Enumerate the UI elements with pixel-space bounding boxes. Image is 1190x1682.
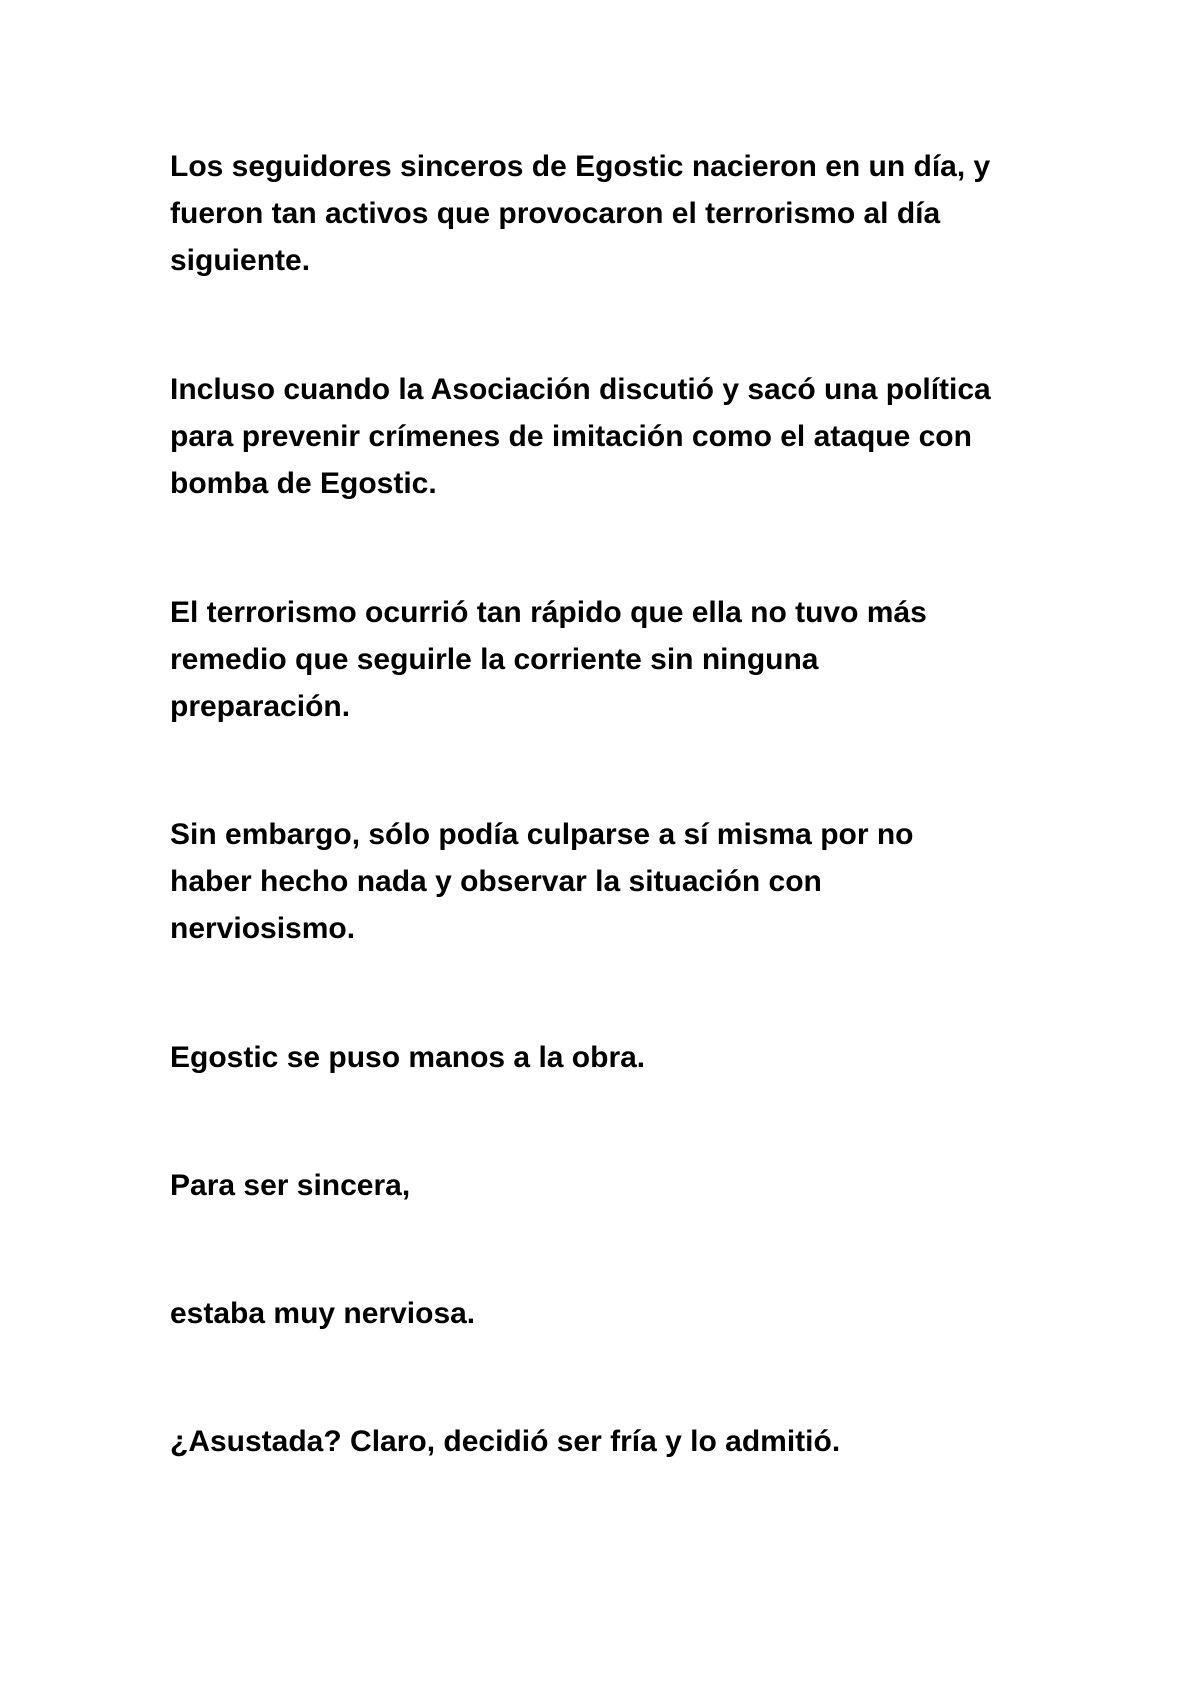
paragraph-5 bbox=[170, 1034, 1050, 1081]
paragraph-line: Egostic se puso manos a la obra. bbox=[170, 1041, 646, 1074]
paragraph-line: preparación. bbox=[170, 690, 351, 723]
paragraph-line: fueron tan activos que provocaron el terrorismo al día bbox=[170, 197, 941, 230]
paragraph-1 bbox=[170, 143, 1050, 284]
paragraph-line: ¿Asustada? Claro, decidió ser fría y lo admitió. bbox=[170, 1425, 841, 1458]
paragraph-line: Para ser sincera, bbox=[170, 1169, 411, 1202]
paragraph-line: estaba muy nerviosa. bbox=[170, 1297, 476, 1330]
paragraph-7 bbox=[170, 1290, 1050, 1337]
paragraph-4 bbox=[170, 811, 1050, 952]
paragraph-3 bbox=[170, 589, 1050, 730]
paragraph-line: para prevenir crímenes de imitación como el ataque con bbox=[170, 420, 972, 453]
paragraph-line: haber hecho nada y observar la situación con bbox=[170, 865, 822, 898]
paragraph-line: remedio que seguirle la corriente sin ninguna bbox=[170, 643, 819, 676]
paragraph-line: Incluso cuando la Asociación discutió y sacó una política bbox=[170, 373, 991, 406]
paragraph-line: bomba de Egostic. bbox=[170, 467, 437, 500]
paragraph-line: nerviosismo. bbox=[170, 912, 356, 945]
paragraph-line: siguiente. bbox=[170, 244, 311, 277]
paragraph-line: Sin embargo, sólo podía culparse a sí misma por no bbox=[170, 818, 914, 851]
paragraph-line: El terrorismo ocurrió tan rápido que ella no tuvo más bbox=[170, 596, 927, 629]
paragraph-line: Los seguidores sinceros de Egostic nacieron en un día, y bbox=[170, 150, 991, 183]
paragraph-6 bbox=[170, 1162, 1050, 1209]
paragraph-8 bbox=[170, 1418, 1050, 1465]
paragraph-2 bbox=[170, 366, 1050, 507]
